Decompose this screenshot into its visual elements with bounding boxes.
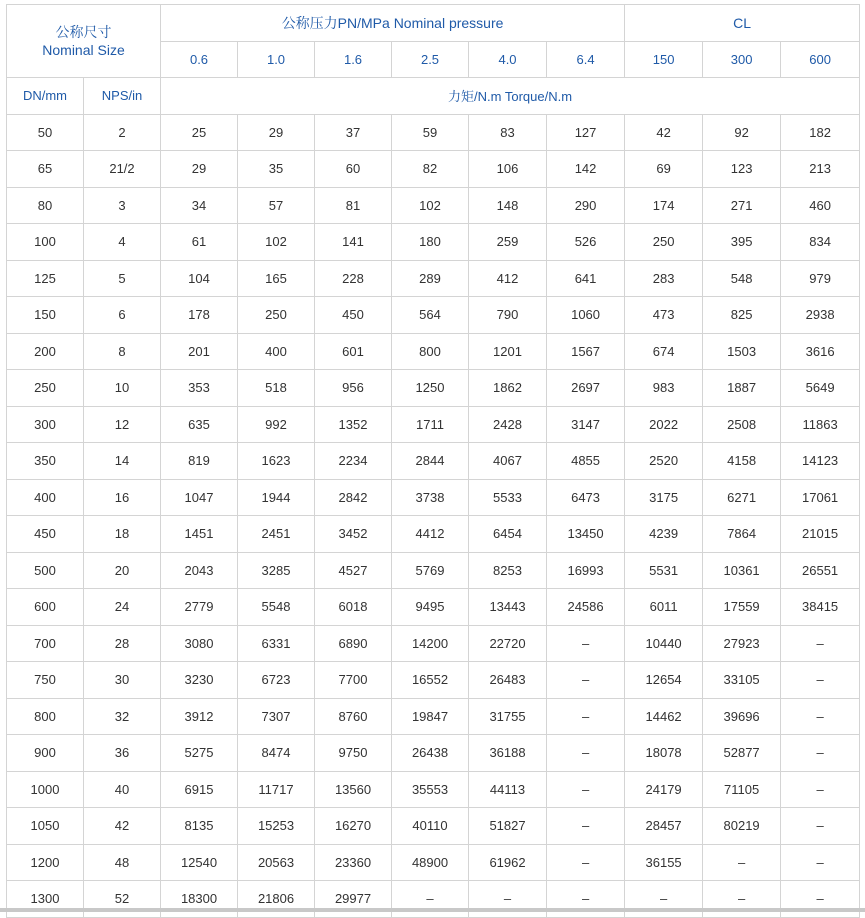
torque-cell: 148: [469, 187, 547, 224]
torque-cell: 123: [703, 151, 781, 188]
torque-cell: 60: [315, 151, 392, 188]
torque-cell: 1503: [703, 333, 781, 370]
torque-cell: 82: [392, 151, 469, 188]
torque-cell: 1451: [161, 516, 238, 553]
torque-cell: 250: [625, 224, 703, 261]
torque-cell: 165: [238, 260, 315, 297]
torque-cell: 22720: [469, 625, 547, 662]
torque-cell: 31755: [469, 698, 547, 735]
class-group-header: CL: [625, 5, 860, 42]
torque-cell: 51827: [469, 808, 547, 845]
torque-cell: 16993: [547, 552, 625, 589]
torque-cell: 6454: [469, 516, 547, 553]
cl-header: 600: [781, 41, 860, 78]
torque-cell: 14200: [392, 625, 469, 662]
torque-cell: 38415: [781, 589, 860, 626]
torque-cell: 6271: [703, 479, 781, 516]
torque-cell: 1201: [469, 333, 547, 370]
dn-cell: 150: [7, 297, 84, 334]
nps-cell: 40: [84, 771, 161, 808]
table-row: [7, 370, 860, 407]
torque-cell: 7864: [703, 516, 781, 553]
torque-cell: 16270: [315, 808, 392, 845]
torque-cell: 2697: [547, 370, 625, 407]
table-row: [7, 297, 860, 334]
dn-cell: 300: [7, 406, 84, 443]
dn-cell: 500: [7, 552, 84, 589]
torque-cell: 40110: [392, 808, 469, 845]
table-row: [7, 260, 860, 297]
dn-cell: 125: [7, 260, 84, 297]
torque-cell: –: [547, 771, 625, 808]
torque-cell: 2428: [469, 406, 547, 443]
torque-cell: 1862: [469, 370, 547, 407]
torque-cell: 3285: [238, 552, 315, 589]
torque-cell: 25: [161, 114, 238, 151]
torque-cell: 8135: [161, 808, 238, 845]
torque-cell: 59: [392, 114, 469, 151]
torque-cell: 6473: [547, 479, 625, 516]
nps-cell: 2: [84, 114, 161, 151]
torque-cell: 44113: [469, 771, 547, 808]
torque-cell: 26483: [469, 662, 547, 699]
torque-cell: 106: [469, 151, 547, 188]
torque-cell: 1060: [547, 297, 625, 334]
torque-cell: 104: [161, 260, 238, 297]
cl-header: 300: [703, 41, 781, 78]
torque-cell: 17061: [781, 479, 860, 516]
torque-cell: –: [781, 771, 860, 808]
torque-cell: 127: [547, 114, 625, 151]
torque-cell: –: [703, 881, 781, 918]
nps-cell: 48: [84, 844, 161, 881]
torque-cell: 9495: [392, 589, 469, 626]
table-body: [7, 114, 860, 917]
torque-cell: –: [781, 808, 860, 845]
torque-cell: 23360: [315, 844, 392, 881]
torque-cell: 353: [161, 370, 238, 407]
table-row: [7, 808, 860, 845]
torque-cell: –: [547, 844, 625, 881]
torque-cell: 1944: [238, 479, 315, 516]
nps-cell: 6: [84, 297, 161, 334]
torque-cell: 564: [392, 297, 469, 334]
torque-cell: 13560: [315, 771, 392, 808]
table-row: [7, 516, 860, 553]
torque-cell: 29977: [315, 881, 392, 918]
torque-cell: 1887: [703, 370, 781, 407]
torque-cell: –: [703, 844, 781, 881]
torque-cell: 61: [161, 224, 238, 261]
nps-cell: 32: [84, 698, 161, 735]
dn-cell: 400: [7, 479, 84, 516]
torque-cell: 3230: [161, 662, 238, 699]
torque-cell: 71105: [703, 771, 781, 808]
table-row: [7, 662, 860, 699]
torque-cell: 8474: [238, 735, 315, 772]
dn-cell: 900: [7, 735, 84, 772]
dn-header: DN/mm: [7, 78, 84, 115]
torque-cell: –: [781, 625, 860, 662]
torque-cell: 37: [315, 114, 392, 151]
table-row: [7, 771, 860, 808]
torque-cell: 825: [703, 297, 781, 334]
nps-cell: 42: [84, 808, 161, 845]
torque-cell: 6723: [238, 662, 315, 699]
torque-cell: 228: [315, 260, 392, 297]
table-row: [7, 698, 860, 735]
torque-cell: 400: [238, 333, 315, 370]
torque-cell: 178: [161, 297, 238, 334]
nps-cell: 24: [84, 589, 161, 626]
torque-cell: 7700: [315, 662, 392, 699]
torque-cell: 16552: [392, 662, 469, 699]
torque-cell: 14123: [781, 443, 860, 480]
dn-cell: 80: [7, 187, 84, 224]
torque-cell: 2508: [703, 406, 781, 443]
torque-cell: 39696: [703, 698, 781, 735]
torque-cell: 213: [781, 151, 860, 188]
torque-cell: 13450: [547, 516, 625, 553]
dn-cell: 1200: [7, 844, 84, 881]
table-row: [7, 443, 860, 480]
torque-cell: 20563: [238, 844, 315, 881]
torque-cell: 1352: [315, 406, 392, 443]
torque-cell: –: [781, 735, 860, 772]
pn-header: 4.0: [469, 41, 547, 78]
torque-cell: 271: [703, 187, 781, 224]
torque-cell: 289: [392, 260, 469, 297]
pn-header: 1.0: [238, 41, 315, 78]
torque-cell: 259: [469, 224, 547, 261]
dn-cell: 750: [7, 662, 84, 699]
torque-cell: 19847: [392, 698, 469, 735]
dn-cell: 700: [7, 625, 84, 662]
header-row-3: [7, 78, 860, 115]
torque-cell: 526: [547, 224, 625, 261]
torque-cell: 26551: [781, 552, 860, 589]
torque-cell: 6011: [625, 589, 703, 626]
torque-cell: 35553: [392, 771, 469, 808]
nps-cell: 12: [84, 406, 161, 443]
dn-cell: 600: [7, 589, 84, 626]
torque-cell: 13443: [469, 589, 547, 626]
torque-cell: 6915: [161, 771, 238, 808]
torque-cell: 6018: [315, 589, 392, 626]
torque-cell: 8760: [315, 698, 392, 735]
nps-cell: 16: [84, 479, 161, 516]
torque-cell: 9750: [315, 735, 392, 772]
torque-cell: 2779: [161, 589, 238, 626]
nominal-size-header: [7, 5, 161, 78]
torque-cell: 290: [547, 187, 625, 224]
torque-cell: 790: [469, 297, 547, 334]
torque-cell: 48900: [392, 844, 469, 881]
header-row-1: [7, 5, 860, 42]
torque-cell: 15253: [238, 808, 315, 845]
nps-cell: 20: [84, 552, 161, 589]
torque-cell: 29: [161, 151, 238, 188]
torque-cell: 395: [703, 224, 781, 261]
torque-cell: 518: [238, 370, 315, 407]
table-row: [7, 333, 860, 370]
torque-cell: 6890: [315, 625, 392, 662]
pn-header: 1.6: [315, 41, 392, 78]
torque-cell: 800: [392, 333, 469, 370]
torque-cell: –: [547, 662, 625, 699]
torque-cell: –: [781, 662, 860, 699]
torque-cell: 8253: [469, 552, 547, 589]
nps-cell: 18: [84, 516, 161, 553]
torque-cell: 11863: [781, 406, 860, 443]
torque-cell: 2022: [625, 406, 703, 443]
torque-cell: 1250: [392, 370, 469, 407]
torque-cell: 18078: [625, 735, 703, 772]
torque-cell: 3175: [625, 479, 703, 516]
torque-cell: –: [781, 881, 860, 918]
torque-cell: 83: [469, 114, 547, 151]
torque-cell: 819: [161, 443, 238, 480]
torque-cell: 5548: [238, 589, 315, 626]
torque-cell: 674: [625, 333, 703, 370]
torque-cell: 2234: [315, 443, 392, 480]
torque-cell: 102: [392, 187, 469, 224]
torque-cell: 11717: [238, 771, 315, 808]
torque-cell: –: [547, 881, 625, 918]
torque-cell: 460: [781, 187, 860, 224]
nps-cell: 5: [84, 260, 161, 297]
torque-cell: 5649: [781, 370, 860, 407]
torque-cell: 29: [238, 114, 315, 151]
torque-cell: 102: [238, 224, 315, 261]
torque-cell: 3616: [781, 333, 860, 370]
torque-cell: –: [547, 698, 625, 735]
torque-cell: 412: [469, 260, 547, 297]
torque-cell: 5769: [392, 552, 469, 589]
torque-cell: 92: [703, 114, 781, 151]
torque-cell: 52877: [703, 735, 781, 772]
torque-cell: –: [781, 844, 860, 881]
torque-cell: 2844: [392, 443, 469, 480]
bottom-rule: [0, 908, 865, 912]
torque-cell: 4239: [625, 516, 703, 553]
torque-cell: 81: [315, 187, 392, 224]
torque-cell: 21806: [238, 881, 315, 918]
pressure-group-header: 公称压力PN/MPa Nominal pressure: [161, 5, 625, 42]
torque-cell: 26438: [392, 735, 469, 772]
torque-cell: 834: [781, 224, 860, 261]
torque-cell: 4855: [547, 443, 625, 480]
torque-cell: 33105: [703, 662, 781, 699]
torque-cell: 1047: [161, 479, 238, 516]
torque-cell: 61962: [469, 844, 547, 881]
dn-cell: 250: [7, 370, 84, 407]
dn-cell: 1300: [7, 881, 84, 918]
pn-header: 6.4: [547, 41, 625, 78]
torque-cell: 4412: [392, 516, 469, 553]
torque-cell: 1711: [392, 406, 469, 443]
torque-cell: 2842: [315, 479, 392, 516]
nps-cell: 30: [84, 662, 161, 699]
torque-cell: 180: [392, 224, 469, 261]
torque-cell: 601: [315, 333, 392, 370]
dn-cell: 1050: [7, 808, 84, 845]
torque-cell: 979: [781, 260, 860, 297]
torque-cell: 3147: [547, 406, 625, 443]
torque-cell: 21015: [781, 516, 860, 553]
nps-header: NPS/in: [84, 78, 161, 115]
dn-cell: 800: [7, 698, 84, 735]
torque-cell: 10440: [625, 625, 703, 662]
torque-cell: 2520: [625, 443, 703, 480]
dn-cell: 1000: [7, 771, 84, 808]
torque-cell: 992: [238, 406, 315, 443]
table-row: [7, 151, 860, 188]
torque-cell: 3912: [161, 698, 238, 735]
torque-cell: 69: [625, 151, 703, 188]
torque-cell: 4158: [703, 443, 781, 480]
table-row: [7, 735, 860, 772]
dn-cell: 450: [7, 516, 84, 553]
torque-cell: 2451: [238, 516, 315, 553]
torque-cell: 28457: [625, 808, 703, 845]
table-row: [7, 552, 860, 589]
torque-cell: 956: [315, 370, 392, 407]
nps-cell: 10: [84, 370, 161, 407]
torque-cell: 635: [161, 406, 238, 443]
torque-cell: 201: [161, 333, 238, 370]
torque-header: 力矩/N.m Torque/N.m: [161, 78, 860, 115]
torque-cell: 548: [703, 260, 781, 297]
dn-cell: 50: [7, 114, 84, 151]
torque-cell: 983: [625, 370, 703, 407]
torque-cell: 250: [238, 297, 315, 334]
torque-cell: 473: [625, 297, 703, 334]
torque-cell: –: [547, 625, 625, 662]
torque-cell: 641: [547, 260, 625, 297]
table-row: [7, 589, 860, 626]
torque-cell: 1623: [238, 443, 315, 480]
torque-cell: 35: [238, 151, 315, 188]
torque-cell: 34: [161, 187, 238, 224]
torque-cell: 14462: [625, 698, 703, 735]
torque-cell: 24586: [547, 589, 625, 626]
torque-cell: 18300: [161, 881, 238, 918]
torque-cell: 24179: [625, 771, 703, 808]
torque-cell: 5275: [161, 735, 238, 772]
torque-cell: 17559: [703, 589, 781, 626]
nps-cell: 21/2: [84, 151, 161, 188]
table-row: [7, 114, 860, 151]
torque-cell: 12540: [161, 844, 238, 881]
torque-cell: –: [392, 881, 469, 918]
torque-cell: 3738: [392, 479, 469, 516]
nps-cell: 4: [84, 224, 161, 261]
nps-cell: 36: [84, 735, 161, 772]
table-row: [7, 224, 860, 261]
cl-header: 150: [625, 41, 703, 78]
torque-cell: –: [469, 881, 547, 918]
pn-header: 0.6: [161, 41, 238, 78]
torque-table: [6, 4, 860, 918]
torque-cell: 3452: [315, 516, 392, 553]
nps-cell: 28: [84, 625, 161, 662]
torque-cell: 27923: [703, 625, 781, 662]
pn-header: 2.5: [392, 41, 469, 78]
torque-cell: –: [547, 735, 625, 772]
nps-cell: 8: [84, 333, 161, 370]
torque-cell: 12654: [625, 662, 703, 699]
table-row: [7, 844, 860, 881]
nps-cell: 3: [84, 187, 161, 224]
torque-cell: 182: [781, 114, 860, 151]
torque-cell: 42: [625, 114, 703, 151]
torque-cell: 57: [238, 187, 315, 224]
dn-cell: 65: [7, 151, 84, 188]
torque-cell: 80219: [703, 808, 781, 845]
dn-cell: 350: [7, 443, 84, 480]
torque-cell: –: [625, 881, 703, 918]
torque-cell: 4527: [315, 552, 392, 589]
torque-cell: –: [781, 698, 860, 735]
torque-cell: 450: [315, 297, 392, 334]
nominal-size-cn: 公称尺寸: [55, 24, 112, 40]
torque-cell: 6331: [238, 625, 315, 662]
torque-cell: 7307: [238, 698, 315, 735]
torque-cell: 5533: [469, 479, 547, 516]
torque-cell: –: [547, 808, 625, 845]
torque-cell: 4067: [469, 443, 547, 480]
dn-cell: 200: [7, 333, 84, 370]
nominal-size-en: Nominal Size: [42, 42, 125, 58]
torque-cell: 3080: [161, 625, 238, 662]
torque-cell: 36155: [625, 844, 703, 881]
nps-cell: 14: [84, 443, 161, 480]
table-row: [7, 406, 860, 443]
torque-cell: 1567: [547, 333, 625, 370]
torque-cell: 10361: [703, 552, 781, 589]
torque-cell: 174: [625, 187, 703, 224]
torque-cell: 36188: [469, 735, 547, 772]
table-row: [7, 187, 860, 224]
torque-cell: 2043: [161, 552, 238, 589]
torque-cell: 2938: [781, 297, 860, 334]
torque-cell: 283: [625, 260, 703, 297]
torque-cell: 142: [547, 151, 625, 188]
torque-cell: 141: [315, 224, 392, 261]
torque-cell: 5531: [625, 552, 703, 589]
table-row: [7, 479, 860, 516]
dn-cell: 100: [7, 224, 84, 261]
nps-cell: 52: [84, 881, 161, 918]
table-row: [7, 625, 860, 662]
